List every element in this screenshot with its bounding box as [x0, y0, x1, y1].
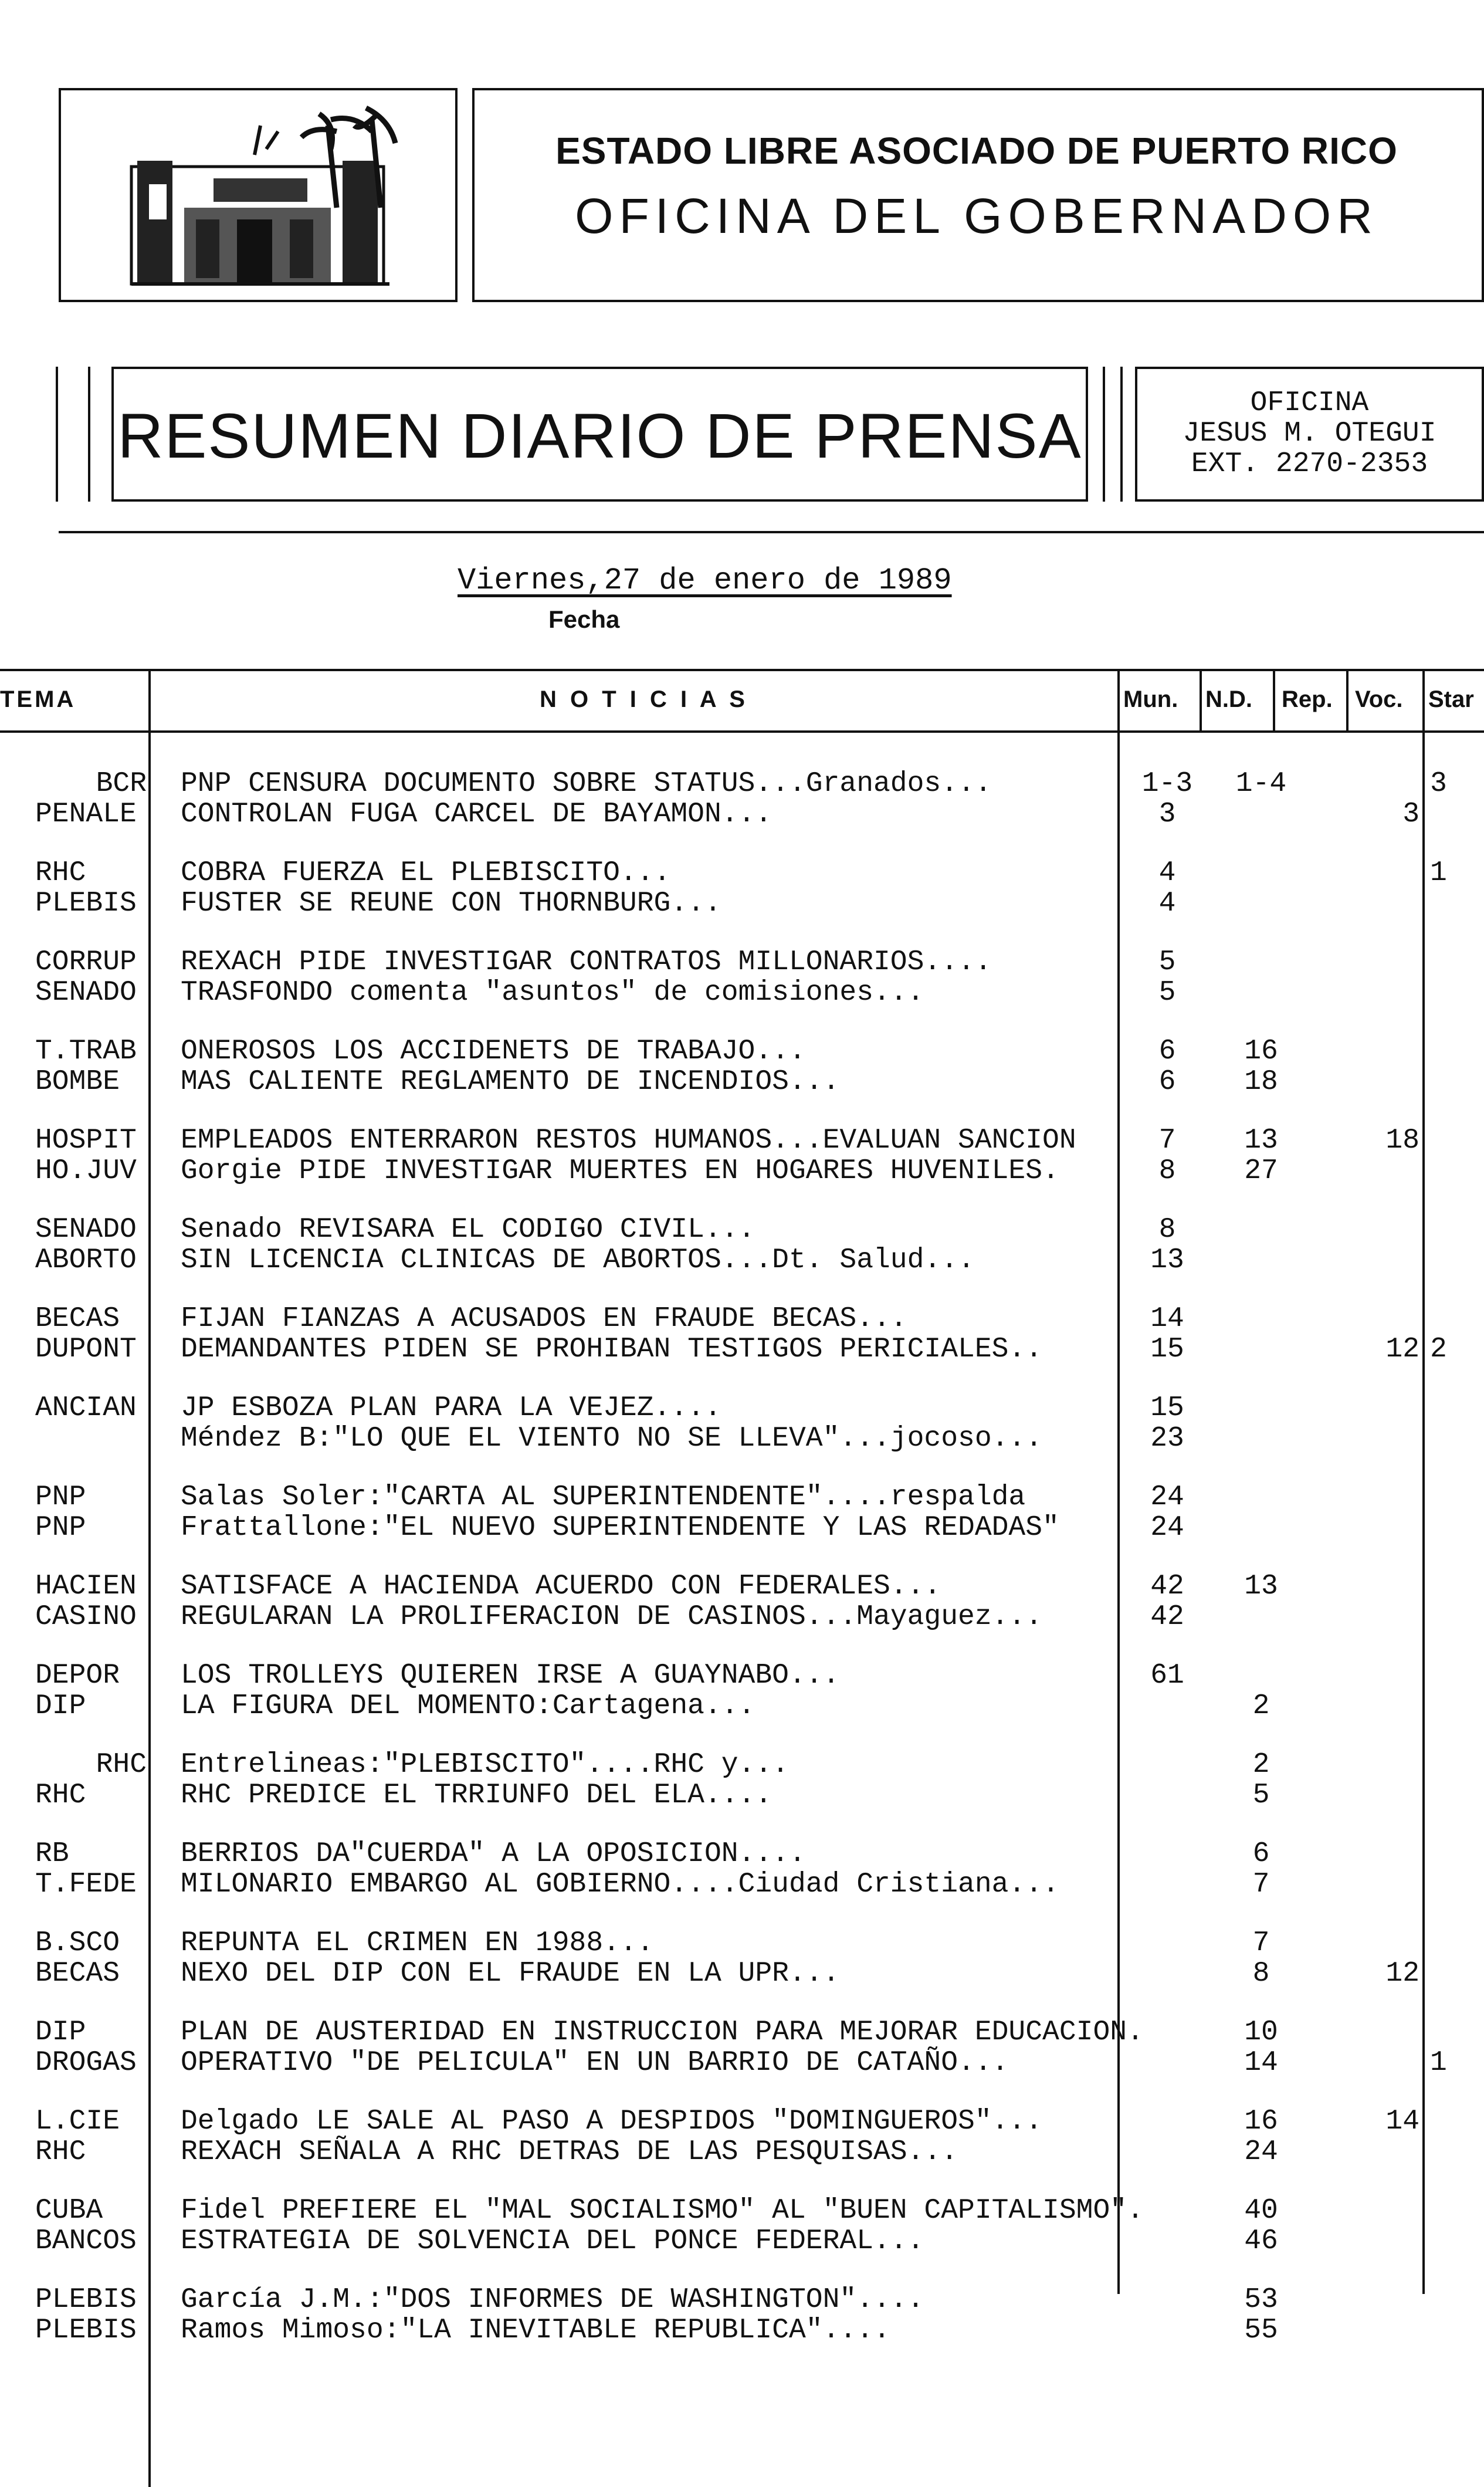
table-row [0, 1839, 1484, 1869]
tema-cell: DROGAS [35, 2047, 137, 2079]
tema-cell: BECAS [35, 1958, 120, 1989]
tema-cell: PLEBIS [35, 888, 137, 919]
table-row [0, 1571, 1484, 1602]
office-contact-label: OFICINA [1250, 387, 1369, 419]
mun-cell: 14 [1150, 1303, 1184, 1335]
table-row [0, 2017, 1484, 2048]
nd-cell: 53 [1244, 2284, 1278, 2316]
noticia-cell: LA FIGURA DEL MOMENTO:Cartagena... [181, 1690, 755, 1722]
table-row [0, 2137, 1484, 2167]
seal-frame [59, 88, 458, 302]
noticia-cell: García J.M.:"DOS INFORMES DE WASHINGTON".... [181, 2284, 924, 2316]
tema-cell: ANCIAN [35, 1392, 137, 1424]
tema-cell: L.CIE [35, 2106, 120, 2137]
tema-cell: RB [35, 1838, 69, 1870]
tema-cell: RHC [35, 1779, 86, 1811]
tema-cell: PNP [35, 1481, 86, 1513]
nd-cell: 2 [1252, 1749, 1270, 1781]
mun-cell: 42 [1150, 1601, 1184, 1633]
nd-cell: 18 [1244, 1066, 1278, 1098]
nd-cell: 10 [1244, 2016, 1278, 2048]
star-cell: 2 [1430, 1334, 1447, 1365]
noticia-cell: MAS CALIENTE REGLAMENTO DE INCENDIOS... [181, 1066, 840, 1098]
noticia-cell: CONTROLAN FUGA CARCEL DE BAYAMON... [181, 798, 773, 830]
table-row [0, 1482, 1484, 1512]
noticia-cell: SATISFACE A HACIENDA ACUERDO CON FEDERALES... [181, 1571, 941, 1602]
noticia-cell: Méndez B:"LO QUE EL VIENTO NO SE LLEVA"...jocoso... [181, 1423, 1043, 1454]
nd-cell: 24 [1244, 2136, 1278, 2168]
noticia-cell: REXACH SEÑALA A RHC DETRAS DE LAS PESQUISAS... [181, 2136, 958, 2168]
col-header-voc: Voc. [1355, 686, 1403, 712]
col-header-nd: N.D. [1205, 686, 1252, 712]
table-row [0, 1750, 1484, 1780]
voc-cell: 3 [1402, 798, 1419, 830]
star-cell: 3 [1430, 768, 1447, 800]
tema-cell: RHC [35, 2136, 86, 2168]
tema-cell: CASINO [35, 1601, 137, 1633]
star-cell: 1 [1430, 2047, 1447, 2079]
nd-cell: 27 [1244, 1155, 1278, 1187]
mun-cell: 5 [1158, 977, 1176, 1009]
table-header-border [0, 730, 1484, 733]
tema-cell: HOSPIT [35, 1125, 137, 1156]
voc-cell: 12 [1385, 1958, 1419, 1989]
voc-cell: 18 [1385, 1125, 1419, 1156]
noticia-cell: REGULARAN LA PROLIFERACION DE CASINOS...Mayaguez... [181, 1601, 1043, 1633]
nd-cell: 5 [1252, 1779, 1270, 1811]
col-divider-rep [1346, 669, 1349, 730]
table-row [0, 2195, 1484, 2226]
tema-cell: DIP [35, 2016, 86, 2048]
col-header-tema: TEMA [0, 686, 76, 712]
noticia-cell: Frattallone:"EL NUEVO SUPERINTENDENTE Y LAS REDADAS" [181, 1512, 1059, 1544]
tema-cell: BANCOS [35, 2225, 137, 2257]
col-header-noticias: N O T I C I A S [540, 686, 748, 712]
noticia-cell: FIJAN FIANZAS A ACUSADOS EN FRAUDE BECAS... [181, 1303, 907, 1335]
tema-cell: CUBA [35, 2195, 103, 2227]
table-row [0, 1423, 1484, 1454]
table-row [0, 1125, 1484, 1156]
mun-cell: 8 [1158, 1155, 1176, 1187]
table-row [0, 1334, 1484, 1365]
mun-cell: 42 [1150, 1571, 1184, 1602]
table-row [0, 1928, 1484, 1958]
table-row [0, 977, 1484, 1008]
banner-title: RESUMEN DIARIO DE PRENSA [117, 400, 1082, 471]
noticia-cell: Gorgie PIDE INVESTIGAR MUERTES EN HOGARES HUVENILES. [181, 1155, 1059, 1187]
banner-right-bar-1 [1103, 367, 1105, 502]
mun-cell: 4 [1158, 888, 1176, 919]
voc-cell: 14 [1385, 2106, 1419, 2137]
building-illustration-icon [61, 90, 455, 300]
nd-cell: 6 [1252, 1838, 1270, 1870]
tema-cell: HACIEN [35, 1571, 137, 1602]
table-row [0, 2106, 1484, 2137]
office-contact-name: JESUS M. OTEGUI [1183, 418, 1436, 449]
mun-cell: 23 [1150, 1423, 1184, 1454]
mun-cell: 1-3 [1141, 768, 1193, 800]
table-row [0, 2048, 1484, 2078]
table-row [0, 947, 1484, 977]
office-title: OFICINA DEL GOBERNADOR [575, 188, 1378, 243]
table-row [0, 2285, 1484, 2315]
table-row [0, 1958, 1484, 1989]
noticia-cell: LOS TROLLEYS QUIEREN IRSE A GUAYNABO... [181, 1660, 840, 1691]
mun-cell: 61 [1150, 1660, 1184, 1691]
mun-cell: 4 [1158, 857, 1176, 889]
voc-cell: 12 [1385, 1334, 1419, 1365]
mun-cell: 24 [1150, 1481, 1184, 1513]
tema-cell: BECAS [35, 1303, 120, 1335]
table-top-border [0, 669, 1484, 671]
table-row [0, 1393, 1484, 1423]
table-row [0, 1036, 1484, 1067]
table-row [0, 1602, 1484, 1632]
table-row [0, 1156, 1484, 1186]
nd-cell: 14 [1244, 2047, 1278, 2079]
mun-cell: 15 [1150, 1334, 1184, 1365]
noticia-cell: TRASFONDO comenta "asuntos" de comisiones... [181, 977, 924, 1009]
tema-cell: DIP [35, 1690, 86, 1722]
banner-right-bar-2 [1120, 367, 1123, 502]
date-value: Viernes,27 de enero de 1989 [458, 563, 952, 598]
mun-cell: 8 [1158, 1214, 1176, 1246]
tema-cell: B.SCO [35, 1927, 120, 1959]
noticia-cell: Entrelineas:"PLEBISCITO"....RHC y... [181, 1749, 789, 1781]
tema-cell: ABORTO [35, 1244, 137, 1276]
table-row [0, 1660, 1484, 1691]
col-header-star: Star [1428, 686, 1474, 712]
tema-cell: BOMBE [35, 1066, 120, 1098]
tema-cell: T.TRAB [35, 1036, 137, 1067]
noticia-cell: FUSTER SE REUNE CON THORNBURG... [181, 888, 721, 919]
noticia-cell: Ramos Mimoso:"LA INEVITABLE REPUBLICA".... [181, 2315, 890, 2346]
nd-cell: 55 [1244, 2315, 1278, 2346]
nd-cell: 7 [1252, 1869, 1270, 1900]
tema-cell: PLEBIS [35, 2315, 137, 2346]
noticia-cell: RHC PREDICE EL TRRIUNFO DEL ELA.... [181, 1779, 773, 1811]
table-row [0, 858, 1484, 888]
noticia-cell: PNP CENSURA DOCUMENTO SOBRE STATUS...Granados... [181, 768, 992, 800]
noticia-cell: JP ESBOZA PLAN PARA LA VEJEZ.... [181, 1392, 721, 1424]
tema-cell: SENADO [35, 977, 137, 1009]
tema-cell: T.FEDE [35, 1869, 137, 1900]
banner-left-bar-2 [88, 367, 90, 502]
office-contact-extension: EXT. 2270-2353 [1191, 448, 1428, 480]
noticia-cell: OPERATIVO "DE PELICULA" EN UN BARRIO DE CATAÑO... [181, 2047, 1009, 2079]
noticia-cell: BERRIOS DA"CUERDA" A LA OPOSICION.... [181, 1838, 806, 1870]
table-row [0, 1245, 1484, 1275]
nd-cell: 16 [1244, 1036, 1278, 1067]
commonwealth-title: ESTADO LIBRE ASOCIADO DE PUERTO RICO [555, 130, 1398, 172]
tema-cell: DEPOR [35, 1660, 120, 1691]
mun-cell: 7 [1158, 1125, 1176, 1156]
nd-cell: 13 [1244, 1125, 1278, 1156]
mun-cell: 6 [1158, 1066, 1176, 1098]
tema-cell: PENALE [35, 798, 137, 830]
tema-cell: PNP [35, 1512, 86, 1544]
banner-left-bar-1 [56, 367, 58, 502]
noticia-cell: NEXO DEL DIP CON EL FRAUDE EN LA UPR... [181, 1958, 840, 1989]
mun-cell: 24 [1150, 1512, 1184, 1544]
noticia-cell: EMPLEADOS ENTERRARON RESTOS HUMANOS...EVALUAN SANCION [181, 1125, 1076, 1156]
table-row [0, 1869, 1484, 1900]
tema-cell: PLEBIS [35, 2284, 137, 2316]
star-cell: 1 [1430, 857, 1447, 889]
tema-cell: BCR [96, 768, 147, 800]
nd-cell: 16 [1244, 2106, 1278, 2137]
noticia-cell: MILONARIO EMBARGO AL GOBIERNO....Ciudad Cristiana... [181, 1869, 1059, 1900]
noticia-cell: Senado REVISARA EL CODIGO CIVIL... [181, 1214, 755, 1246]
noticia-cell: SIN LICENCIA CLINICAS DE ABORTOS...Dt. Salud... [181, 1244, 975, 1276]
noticia-cell: REPUNTA EL CRIMEN EN 1988... [181, 1927, 654, 1959]
nd-cell: 13 [1244, 1571, 1278, 1602]
mun-cell: 15 [1150, 1392, 1184, 1424]
nd-cell: 7 [1252, 1927, 1270, 1959]
nd-cell: 2 [1252, 1690, 1270, 1722]
noticia-cell: REXACH PIDE INVESTIGAR CONTRATOS MILLONARIOS.... [181, 946, 992, 978]
table-row [0, 888, 1484, 919]
header-divider [59, 531, 1484, 533]
tema-cell: CORRUP [35, 946, 137, 978]
col-divider-nd [1273, 669, 1275, 730]
table-row [0, 1067, 1484, 1097]
noticia-cell: Salas Soler:"CARTA AL SUPERINTENDENTE"....respalda [181, 1481, 1026, 1513]
nd-cell: 8 [1252, 1958, 1270, 1989]
table-row [0, 1304, 1484, 1334]
noticia-cell: DEMANDANTES PIDEN SE PROHIBAN TESTIGOS PERICIALES.. [181, 1334, 1043, 1365]
table-row [0, 1691, 1484, 1721]
table-row [0, 1512, 1484, 1543]
table-row [0, 1214, 1484, 1245]
col-header-rep: Rep. [1282, 686, 1333, 712]
table-row [0, 799, 1484, 830]
tema-cell: DUPONT [35, 1334, 137, 1365]
noticia-cell: Delgado LE SALE AL PASO A DESPIDOS "DOMINGUEROS"... [181, 2106, 1043, 2137]
mun-cell: 3 [1158, 798, 1176, 830]
noticia-cell: ONEROSOS LOS ACCIDENETS DE TRABAJO... [181, 1036, 806, 1067]
table-row [0, 1780, 1484, 1811]
table-row [0, 2226, 1484, 2256]
noticia-cell: ESTRATEGIA DE SOLVENCIA DEL PONCE FEDERAL... [181, 2225, 924, 2257]
tema-cell: SENADO [35, 1214, 137, 1246]
nd-cell: 40 [1244, 2195, 1278, 2227]
nd-cell: 1-4 [1235, 768, 1287, 800]
noticia-cell: PLAN DE AUSTERIDAD EN INSTRUCCION PARA MEJORAR EDUCACION. [181, 2016, 1144, 2048]
noticia-cell: COBRA FUERZA EL PLEBISCITO... [181, 857, 671, 889]
mun-cell: 6 [1158, 1036, 1176, 1067]
mun-cell: 13 [1150, 1244, 1184, 1276]
tema-cell: RHC [35, 857, 86, 889]
table-row [0, 2315, 1484, 2346]
col-header-mun: Mun. [1123, 686, 1178, 712]
col-divider-mun [1200, 669, 1202, 730]
date-label: Fecha [548, 605, 620, 633]
mun-cell: 5 [1158, 946, 1176, 978]
noticia-cell: Fidel PREFIERE EL "MAL SOCIALISMO" AL "BUEN CAPITALISMO". [181, 2195, 1144, 2227]
nd-cell: 46 [1244, 2225, 1278, 2257]
table-row [0, 769, 1484, 799]
tema-cell: RHC [96, 1749, 147, 1781]
tema-cell: HO.JUV [35, 1155, 137, 1187]
